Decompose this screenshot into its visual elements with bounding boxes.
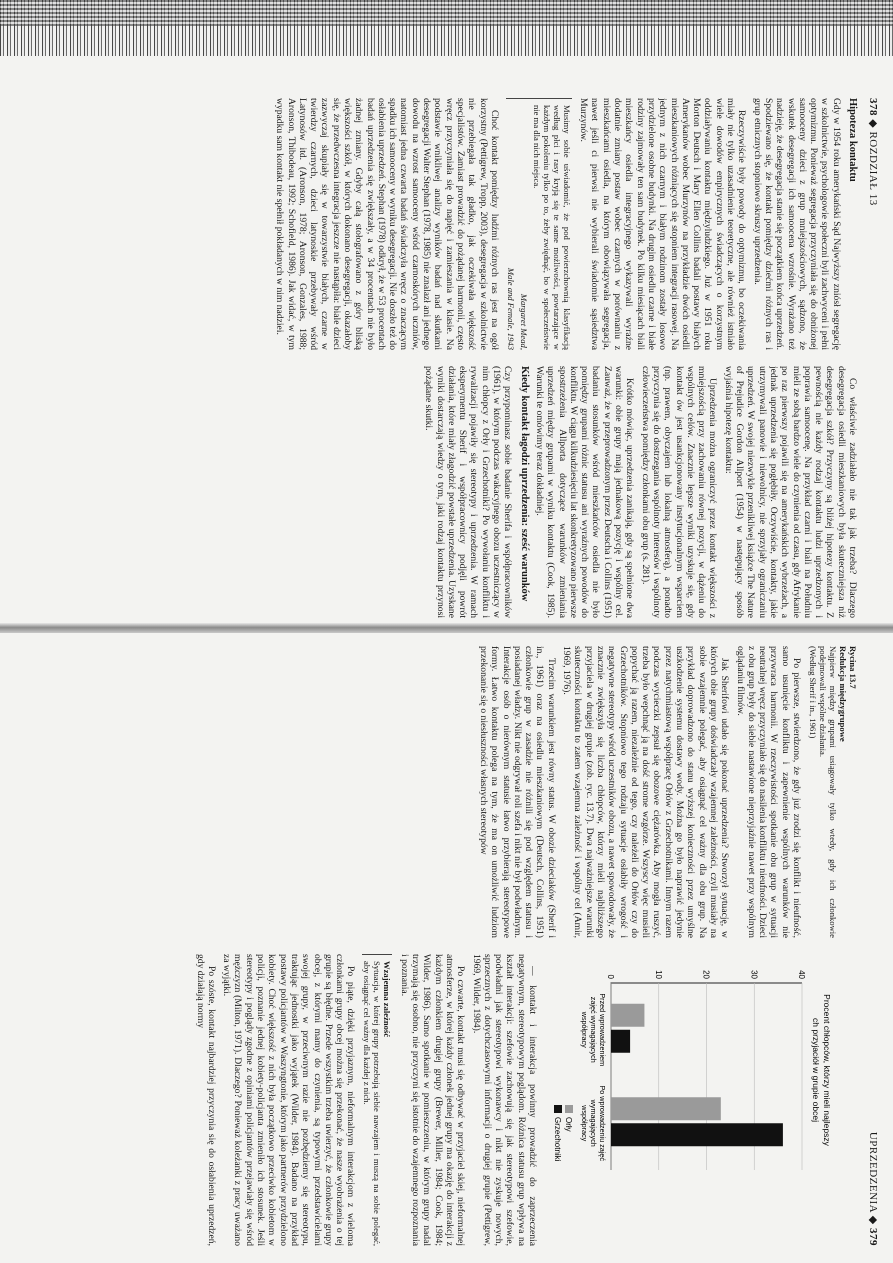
quote-source: Male and Female, 1943: [505, 267, 516, 350]
paragraph: Po piąte, dzięki przyjaznym, nieformalnym interakcjom z wieloma członkami grupy obcej można się przekonać, że nasze wyobrażenia o tej grupie są błędne. Przede wszystkim trzeba uwierzyć, że członkowie grupy obcej, z którymi mamy do czynienia, są typowymi przedstawicielami swojej grupy, w przeciwnym razie nie pozbędziemy się stereotypu, traktując jednostki jako wyjątek (Wilder, 1984). Badano na przykład postawy policjantów w Waszyngtonie, którym jako partnerów przydzielono kobiety. Choć większość z nich była początkowo przeciwko kobietom w policji, poznanie jednej kobiety-policjanta zmieniło ich stosunek. Jeśli stereotypy i poglądy zgodne z opiniami policjantów przejawiały się wśród mężczyzn (Milton, 1971). Dlaczego? Ponieważ koleżanki z pracy uważano za wyjątki.: [221, 954, 357, 1246]
bar-grzechotniki: [611, 1030, 630, 1053]
y-tick-label: 0: [606, 974, 615, 979]
block-quote: Uprzedzenia można ograniczyć przez kontakt większości z mniejszością przy zachowaniu równej pozycji, w dążeniu do wspólnych celów. Znacznie lepsze wyniki uzyskuje się, gdy kontakt ów jest usankcjonowany instytucjonalnym wsparciem (np. prawem, obyczajem lub lokalną atmosferą), a ponadto przyczynia się do dostrzegania wspólnoty interesów i wspólnoty człowieczeństwa pomiędzy członkami obu grup (s. 281).: [639, 366, 719, 618]
paragraph: Czy przypominasz sobie badanie Sherifa i współpracowników (1961), w którym podczas wakacyjnego obozu uczestniczący w nim chłopcy z Orły i Grzechotniki? Po wywołaniu konfliktu i rywalizacji pojawiły się stereotypy i uprzedzenia. W ramach eksperymentu Sherif i współpracownicy podjęli powrót działania, które miały złagodzić powstałe uprzedzenia. Uzyskane wyniki dostarczają wiedzy o tym, jaki rodzaj kontaktu przynosi pożądane skutki.: [423, 366, 514, 618]
paragraph: Krótko mówiąc, uprzedzenia zanikają, gdy są spełnione dwa warunki: obie grupy mają jednakową pozycję i wspólny cel. Zauważ, że w przeprowadzonym przez Deutscha i Collins (1951) badaniu stosunków wśród mieszkańców osiedla nie było pomiędzy grupami różnic statusu ani wyraźnych powodów do konfliktu. W ciągu kilkudziesięciu lat skonkretyzowano pierwsze spostrzeżenia Allporta dotyczące warunków zmieniania uprzedzeń między grupami w wyniku kontaktu (Cook, 1985). Warunki te omówimy teraz dokładniej.: [533, 366, 636, 618]
bar-chart: [536, 955, 836, 1185]
right-column-1: [15, 646, 858, 938]
margin-quote: [506, 98, 572, 350]
quote-text: Musimy sobie uświadomić, że pod powierzchownią klasyfikacją według płci i rasy kryją się te same możliwości, powtarzające w każdym pokoleniu tylko po to, żeby zwiędnąć, bo w społeczeństwie nie ma dla nich miejsca.: [531, 105, 572, 350]
left-running-head: 378 ◆ ROZDZIAŁ 13: [867, 98, 879, 206]
y-tick-label: 10: [653, 970, 663, 979]
margin-note: [362, 954, 392, 1246]
bar-grzechotniki: [611, 1123, 783, 1146]
left-column-2: [20, 366, 858, 618]
bar-orły: [611, 1097, 721, 1120]
paragraph: Po szóste, kontakt najbardziej przyczynia się do osłabienia uprzedzeń, gdy działają normy: [194, 954, 217, 1246]
right-column-2: [15, 954, 858, 1246]
paragraph: Trzecim warunkiem jest równy status. W obozie dzieciaków (Sherif i in., 1961) oraz na osiedlu mieszkaniowym (Deutsch, Collins, 1951) członkowie grup w zasadzie nie różnili się pod względem statusu i posiadanej władzy. Nikt nie odgrywał roli szefa i nikt nie był podwładnym. Interakcje osób o nierównym statusie łatwo przybierają stereotypowe formy. Łatwo kontaktu polega na tym, że ma on umożliwić ludziom przekonanie się o niesłuszności własnych stereotypów: [477, 646, 557, 938]
left-column-1: [20, 98, 858, 350]
paragraph: Co właściwie zadziałało nie tak jak trzeba? Dlaczego desegregacja osiedli mieszkaniowych była skuteczniejsza niż desegregacja szkół? Przyczyny są bliżej hipotezy kontaktu. Z pewnością nie każdy rodzaj kontaktu ludzi uprzedzonych i poprawia samoocenę. Na przykład czarni i biali na Południu mieli ze sobą bardzo wiele do czynienia od czasu, gdy Afrykanie po raz pierwszy pojawili się na amerykańskich wybrzeżach, a jednak uprzedzenia się pogłębiły. Oczywiście, kontakty, jakie utrzymywali panowie i niewolnicy, nie sprzyjały ograniczaniu uprzedzeń. W swojej niezwykle przenikliwej książce The Nature of Prejudice Gordon Allport (1954) w następujący sposób wyjaśnia hipotezę kontaktu:: [722, 366, 858, 618]
left-page: [20, 98, 880, 618]
figure-caption-block: [808, 646, 858, 938]
y-tick-label: 20: [701, 970, 711, 979]
legend-swatch: [565, 1105, 573, 1113]
margin-note-text: Sytuacja, w której grupy potrzebują siebie nawzajem i muszą na sobie polegać, aby osiągnąć cel ważny dla każdej z nich.: [362, 961, 383, 1246]
figure-caption: Najpierw między grupami usiągowały tylko wtedy, gdy ich członkowie podejmowali wspólne działania.: [818, 646, 838, 938]
margin-note-title: Wzajemna zależność: [382, 961, 393, 1038]
category-label: wymagających: [589, 1099, 598, 1147]
book-spine-gutter: [0, 623, 893, 633]
legend-label: Grzechotniki: [553, 1117, 562, 1162]
category-label: Po wprowadzeniu zajęć: [598, 1085, 607, 1162]
category-label: Przed wprowadzeniem: [598, 993, 607, 1067]
y-tick-label: 30: [749, 970, 759, 979]
chart-title-line2: ch przyjaciół w grupie obcej: [811, 1018, 821, 1122]
subsection-title: Kiedy kontakt łagodzi uprzedzenia: sześć warunków: [518, 366, 530, 602]
quote-author: Margaret Mead,: [518, 293, 529, 350]
paragraph: Choć kontakt pomiędzy ludźmi różnych ras jest na ogół korzystny (Pettigrew, Tropp, 2003), desegregacja w szkolnictwie nie przebiegała tak gładko, jak oczekiwała większość specjalistów. Zamiast prowadzić do pożądanej harmonii, często wręcz przyczyniała się do napięć i zamieszania w klasie. Na podstawie wnikliwej analizy wyników badań nad skutkami desegregacji Walter Stephan (1978, 1985) nie znalazł ani jednego dowodu na wzrost samooceny wśród czarnoskórych uczniów, natomiast jedna czwarta badań świadczyła wręcz o znaczącym spadku ich samooceny w wyniku desegregacji. Nie doszło też do osłabienia uprzedzeń. Stephan (1978) odkrył, że w 53 procentach badań uprzedzenia się zwiększały, a w 34 procentach nie było żadnej zmiany. Gdyby całą stołografowano z góry bliską większości szkół, w których dokonano desegregacji, okazałoby się, że przedwczesna integracja jeszcze nie nastąpiła: biale dzieci zazwyczaj skupiały się w towarzystwie białych, czarne w twierdzy czarnych, dzieci latynoskie przebywały wśród Latynosów itd. (Aronson, 1978; Aronson, Gonzales, 1988; Aronson, Thibodeau, 1992; Schofield, 1986). Jak widać, w tym wypadku sam kontakt nie spełnił pokładanych w nim nadziei.: [274, 98, 500, 350]
section-title: Hipoteza kontaktu: [847, 98, 858, 182]
chapter-head: UPRZEDZENIA: [867, 1131, 879, 1213]
y-tick-label: 40: [797, 970, 806, 979]
chapter-head: ROZDZIAŁ 13: [867, 131, 879, 206]
category-label: współpracy: [580, 1011, 589, 1048]
paragraph: Rzeczywiście były powody do optymizmu, bo oczekiwania miały nie tylko uzasadnienie teoretyczne, ale również istniało wiele dowodów empirycznych świadczących o korzystnym oddziaływaniu kontaktu międzyludzkiego. Już w 1951 roku Morton Deutsch i Mary Ellen Collins badali postawy białych Amerykanów wobec Murzynów na przykładzie dwóch osiedli mieszkaniowych różniących się stopniem integracji rasowej. Na jednym z nich czarnym i białym rodzinom zostały losowo przydzielone osobne budynki. Na drugim osiedlu czarne i białe rodziny zajmowały ten sam budynek. Po kilku miesiącach biali mieszkańcy osiedla integracyjnego wykazywali wyraźne dodatnie zmiany postaw wobec czarnych w porównaniu z mieszkańcami osiedla, na którym obowiązywała segregacja, nawet jeśli ci pierwsi nie wybierali świadomie sąsiedztwa Murzynów.: [578, 98, 748, 350]
legend-label: Orły: [564, 1117, 573, 1132]
paragraph: Jak Sherifowi udało się pokonać uprzedzenia? Stworzył sytuację, w których obie grupy doświadczały wzajemnej zależności, czyli musiały na sobie wzajemnie polegać, aby osiągnąć cel ważny dla obu grup. Na przykład doprowadzono do stanu wyższej konieczności przez umyślne uszkodzenie systemu dostawy wody. Można go było naprawić jedynie przez natychmiastową współpracę Orłów z Grzechotnikami. Innym razem podczas wycieczki zepsuł się obozowe ciężarówka. Aby mogła ruszyć, trzeba było wepchnąć ją na dość strome wzgórze. Wszyscy więc musieli popychać ją razem, niezależnie od tego, czy należeli do Orłów czy do Grzechotników. Stopniowo tego rodzaju sytuacje osłabiły wrogość i negatywne stereotypy wśród uczestników obozu, a nawet spowodowały, że znacznie zwiększyła się liczba chłopców, którzy mieli najbliższego przyjaciela w drugiej grupie (zob. ryc. 13.7). Dwa najważniejsze warunki skuteczności kontaktu to zatem wzajemna zależność i wspólny cel (Amir, 1969, 1976).: [561, 646, 731, 938]
figure-title: Redukcja międzygrupowe: [838, 646, 848, 742]
category-label: zajęć wymagających: [589, 996, 598, 1063]
paragraph: Po pierwsze, stwierdzono, że gdy już zrodzi się konflikt i nieufność, samo usunięcie konfliktu i zapewnienie wspólnych warunków nie przywraca harmonii. W rzeczywistości spotkanie obu grup w sytuacji neutralnej wręcz przyczyniało się do nasilenia konfliktu i nieufności. Dzieci z obu grup były do siebie nastawione nieprzyjaźnie nawet przy wspólnym oglądaniu filmów.: [734, 646, 802, 938]
figure-source: (Według Sherif i in., 1961): [808, 646, 818, 739]
legend-swatch: [554, 1105, 562, 1113]
right-page: [15, 646, 880, 1246]
scan-edge-artifact: [0, 0, 893, 56]
page-number-left: 378: [867, 98, 879, 116]
paragraph: Po czwarte, kontakt musi się odbywać w przyjaciel skiej, nieformalnej atmosferze, w której każdy członek jednej grupy ma okazję do interakcji z każdym członkiem drugiej grupy (Brewer, Miller, 1984; Cook, 1984; Wilder, 1986). Samo spotkanie w pomieszczeniu, w którym grupy nadal trzymają się osobno, nie przyczyni się istotnie do wzajemnego rozpoznania i poznania.: [398, 954, 467, 1246]
paragraph: Gdy w 1954 roku amerykański Sąd Najwyższy zniósł segregację w szkolnictwie, psychologowie społeczni byli zachwyceni i pełni optymizmu. Ponieważ segregacja przyczyniała się do obniżonej samooceny dzieci z grup mniejszościowych, sądzono, że wskutek desegregacji ich samoocena wzrośnie. Wyrażano też nadzieję, że desegregacja stanie się początkiem końca uprzedzeń. Spodziewano się, że kontakt pomiędzy dziećmi różnych ras i grup etnicznych stopniowo skruszy uprzedzenia.: [751, 98, 842, 350]
chart-title: Procent chłopców, którzy mieli najlepszy: [822, 994, 832, 1146]
page-number-right: 379: [867, 1228, 879, 1246]
paragraph: — kontakt i interakcja powinny prowadzić do zaprzeczenia negatywnym, stereotypowym poglądom. Różnica statusu grup wpływa na kształt interakcji: szefowie zachowują się jak stereotypowi szefowie, podwładni jak stereotypowi wykonawcy i nikt nie zyskuje nowych, sprzecznych z dotychczasowymi informacji o drugiej grupie (Pettigrew, 1969, Wilder, 1984).: [470, 954, 538, 1246]
right-running-head: UPRZEDZENIA ◆ 379: [867, 1131, 879, 1246]
category-label: współpracy: [580, 1105, 589, 1142]
bar-orły: [611, 1004, 644, 1027]
bar-chart-svg: [536, 955, 836, 1185]
figure-label: Rycina 13.7: [848, 646, 858, 689]
